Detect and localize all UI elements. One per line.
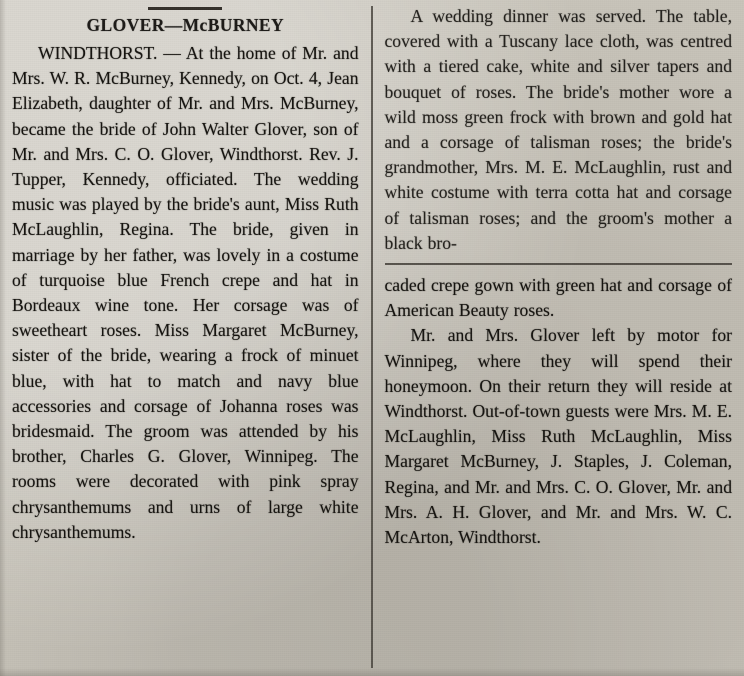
- article-paragraph-2: A wedding dinner was served. The table, covered with a Tuscany lace cloth, was centred with a tiered cake, white and silver tapers and bouquet of roses. The bride's mother wore a wild moss green frock with brown and gold hat and a corsage of talisman roses; the bride's grandmother, Mrs. M. E. McLaughlin, rust and white costume with terra cotta hat and corsage of talisman roses; and the groom's mother a black bro-: [384, 6, 732, 253]
- headline-top-rule: [148, 7, 222, 10]
- article-paragraph-3: caded crepe gown with green hat and corsage of American Beauty roses.: [384, 275, 732, 321]
- right-column: [381, 4, 739, 674]
- article-paragraph-4: Mr. and Mrs. Glover left by motor for Winnipeg, where they will spend their honeymoon. On their return they will reside at Windthorst. Out-of-town guests were Mrs. M. E. McLaughlin, Miss Ruth McLaughlin, Miss Margaret McBurney, J. Staples, J. Coleman, Regina, and Mr. and Mrs. C. O. Glover, Mr. and Mrs. A. H. Glover, and Mr. and Mrs. W. C. McArton, Windthorst.: [384, 325, 732, 548]
- column-divider: [371, 6, 373, 668]
- column-layout: [6, 4, 738, 674]
- page-title: GLOVER—McBURNEY: [86, 15, 285, 35]
- article-paragraph-1: WINDTHORST. — At the home of Mr. and Mrs. W. R. McBurney, Kennedy, on Oct. 4, Jean Elizabeth, daughter of Mr. and Mrs. McBurney, became the bride of John Walter Glover, son of Mr. and Mrs. C. O. Glover, Windthorst. Rev. J. Tupper, Kennedy, officiated. The wedding music was played by the bride's aunt, Miss Ruth McLaughlin, Regina. The bride, given in marriage by her father, was lovely in a costume of turquoise blue French crepe and hat in Bordeaux wine tone. Her corsage was of sweetheart roses. Miss Margaret McBurney, sister of the bride, wearing a frock of minuet blue, with hat to match and navy blue accessories and corsage of Johanna roses was bridesmaid. The groom was attended by his brother, Charles G. Glover, Winnipeg. The rooms were decorated with pink spray chrysanthemums and urns of large white chrysanthemums.: [12, 43, 359, 542]
- left-column: [6, 4, 369, 674]
- paragraph-divider-rule: [385, 263, 733, 265]
